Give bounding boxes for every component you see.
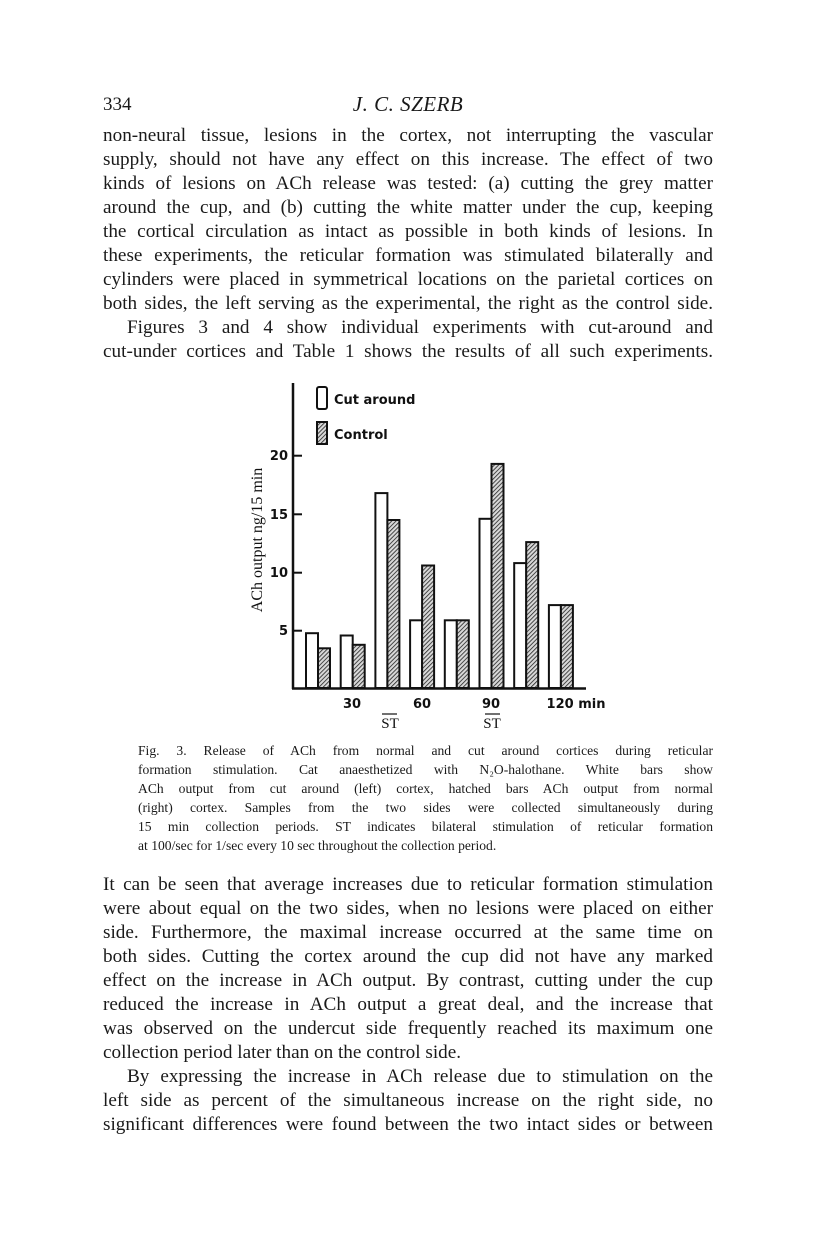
text-line: cylinders were placed in symmetrical locations on the parietal cortices on (103, 269, 713, 290)
st-marker: ST (381, 716, 399, 732)
bar-cut-around (375, 493, 387, 688)
bar-cut-around (445, 620, 457, 688)
ytick-label: 5 (278, 624, 288, 639)
text-line: By expressing the increase in ACh release due to stimulation on the (127, 1066, 713, 1087)
bar-control (353, 645, 365, 688)
ytick-label: 15 (269, 508, 288, 523)
caption-line: at 100/sec for 1/sec every 10 sec throughout the collection period. (138, 838, 497, 853)
bar-control (422, 566, 434, 689)
caption-line: formation stimulation. Cat anaesthetized with N₂O-halothane. White bars show (138, 762, 713, 777)
xtick-label: 120 min (546, 697, 606, 712)
caption-line: 15 min collection periods. ST indicates bilateral stimulation of reticular formation (138, 819, 713, 834)
bar-cut-around (410, 620, 422, 688)
bar-control (526, 542, 538, 688)
running-head: J. C. SZERB (352, 92, 464, 116)
legend (317, 387, 415, 444)
text-line: the cortical circulation as intact as possible in both kinds of lesions. In (103, 221, 713, 242)
text-line: effect on the increase in ACh output. By contrast, cutting under the cup (103, 970, 713, 991)
caption-line: (right) cortex. Samples from the two sides were collected simultaneously during (138, 800, 713, 815)
text-line: these experiments, the reticular formation was stimulated bilaterally and (103, 245, 713, 266)
text-line: supply, should not have any effect on this increase. The effect of two (103, 149, 713, 170)
figure-caption (138, 741, 713, 855)
bar-group (306, 464, 573, 688)
st-marker: ST (483, 716, 501, 732)
bar-control (318, 648, 330, 688)
bar-control (387, 520, 399, 688)
bar-cut-around (341, 636, 353, 689)
paragraph-1 (103, 124, 713, 316)
paragraph-4 (103, 1065, 713, 1137)
text-line: cut-under cortices and Table 1 shows the results of all such experiments. (103, 341, 713, 362)
text-line: both sides. Cutting the cortex around the cup did not have any marked (103, 946, 713, 967)
text-line: collection period later than on the control side. (103, 1042, 462, 1063)
text-line: both sides, the left serving as the experimental, the right as the control side. (103, 293, 713, 314)
ytick-label: 20 (269, 449, 288, 464)
bar-cut-around (514, 563, 526, 688)
caption-line: ACh output from cut around (left) cortex, hatched bars ACh output from normal (138, 781, 713, 796)
paragraph-2 (103, 316, 713, 364)
page-number: 334 (103, 94, 132, 115)
legend-hatched-swatch (317, 422, 327, 444)
text-line: left side as percent of the simultaneous increase on the right side, no (103, 1090, 713, 1111)
xtick-label: 60 (412, 697, 432, 712)
text-line: non-neural tissue, lesions in the cortex, not interrupting the vascular (103, 125, 713, 146)
caption-line: Fig. 3. Release of ACh from normal and cut around cortices during reticular (138, 743, 713, 758)
text-line: were about equal on the two sides, when no lesions were placed on either (103, 898, 713, 919)
bar-control (492, 464, 504, 688)
bar-control (561, 605, 573, 688)
bar-cut-around (480, 519, 492, 688)
text-line: kinds of lesions on ACh release was tested: (a) cutting the grey matter (103, 173, 713, 194)
ytick-label: 10 (269, 566, 288, 581)
y-axis-label: ACh output ng/15 min (249, 467, 266, 613)
text-line: reduced the increase in ACh output a great deal, and the increase that (103, 994, 713, 1015)
y-ticks (293, 456, 302, 631)
text-line: Figures 3 and 4 show individual experiments with cut-around and (127, 317, 713, 338)
text-line: It can be seen that average increases due to reticular formation stimulation (103, 874, 713, 895)
text-line: was observed on the undercut side frequently reached its maximum one (103, 1018, 713, 1039)
xtick-label: 90 (481, 697, 501, 712)
xtick-label: 30 (342, 697, 362, 712)
paragraph-3 (103, 873, 713, 1065)
bar-cut-around (306, 633, 318, 688)
bar-cut-around (549, 605, 561, 688)
text-line: side. Furthermore, the maximal increase occurred at the same time on (103, 922, 713, 943)
text-line: significant differences were found between the two intact sides or between (103, 1114, 713, 1135)
text-line: around the cup, and (b) cutting the white matter under the cup, keeping (103, 197, 713, 218)
bar-control (457, 620, 469, 688)
legend-white-swatch (317, 387, 327, 409)
legend-cut-around-label: Cut around (334, 393, 416, 408)
legend-control-label: Control (334, 428, 388, 443)
